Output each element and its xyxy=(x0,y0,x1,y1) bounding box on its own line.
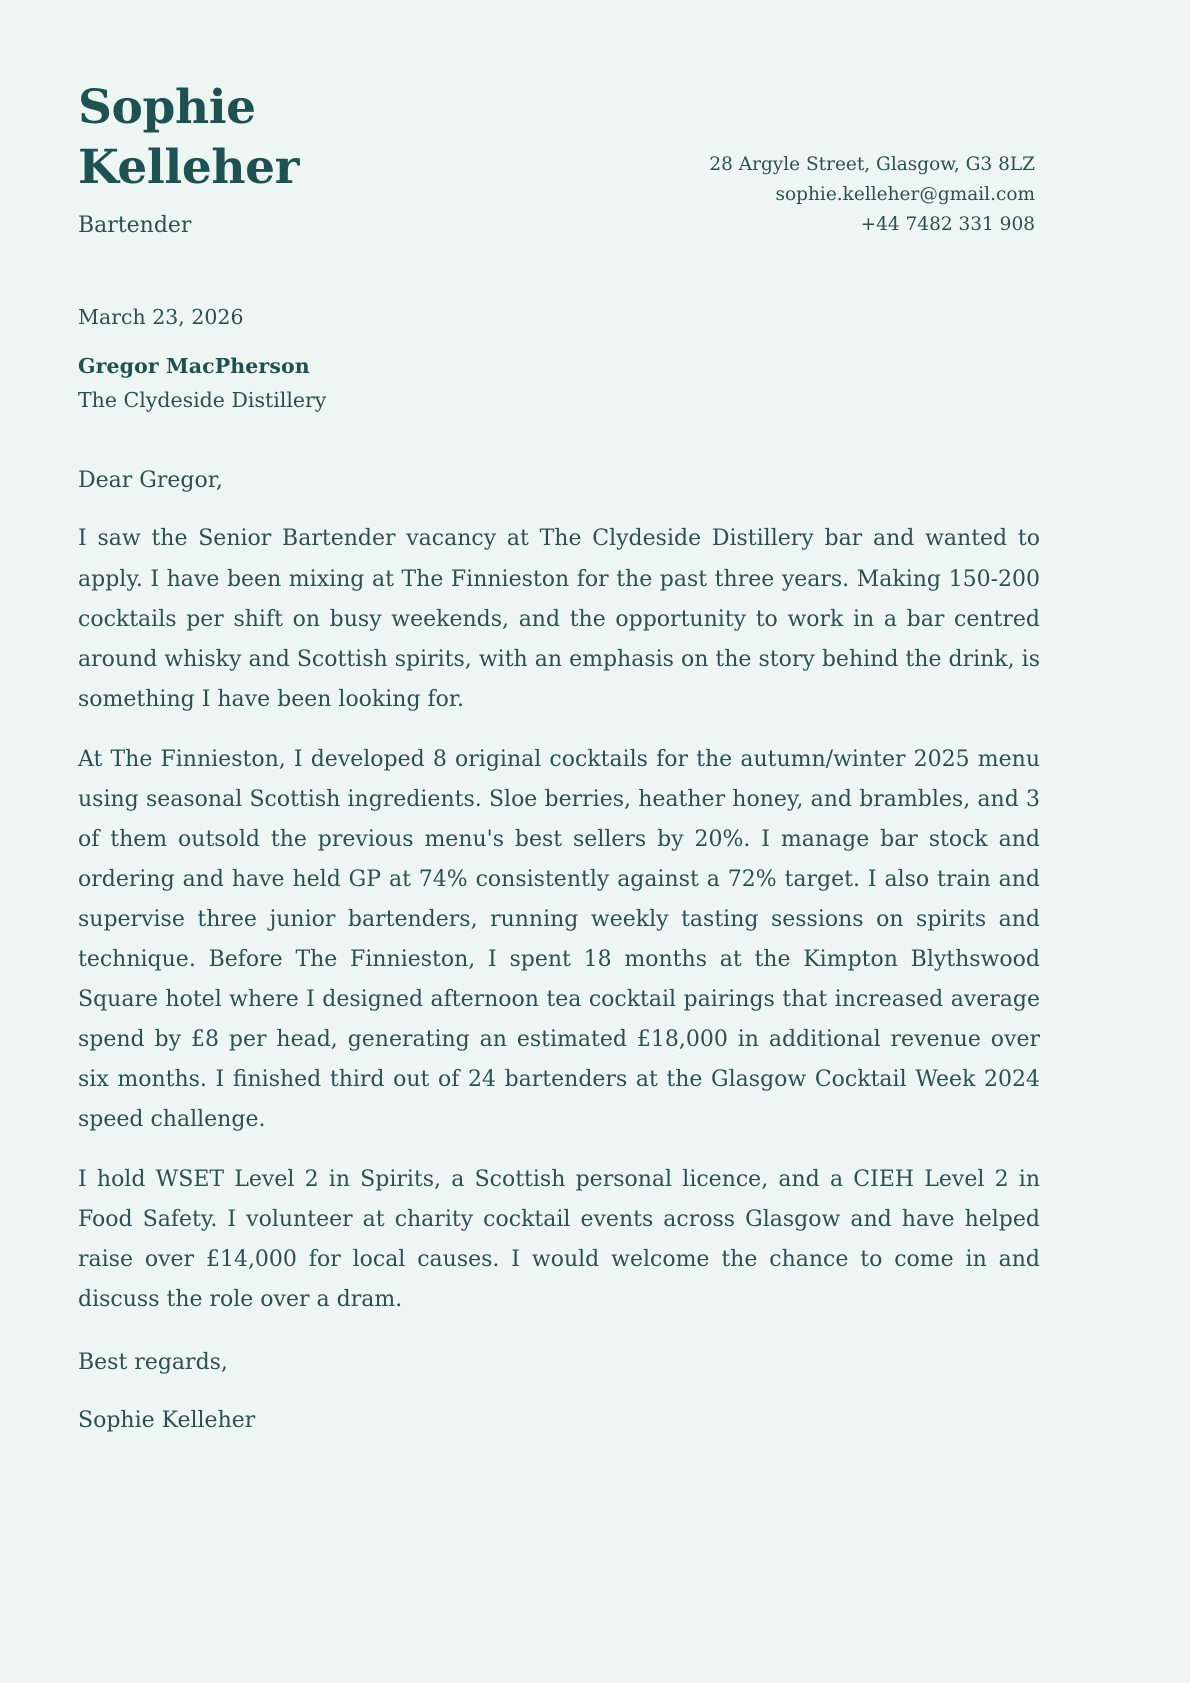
contact-block xyxy=(709,78,1035,240)
first-name: Sophie xyxy=(78,80,256,135)
body-paragraph-3: I hold WSET Level 2 in Spirits, a Scottish personal licence, and a CIEH Level 2 in Food Safety. I volunteer at charity cocktail events across Glasgow and have helped raise over £14,000 for local causes. I would welcome the chance to come in and discuss the role over a dram. xyxy=(78,1166,1040,1313)
page-title xyxy=(78,78,299,198)
letter-meta xyxy=(78,303,1035,416)
salutation: Dear Gregor, xyxy=(78,468,223,494)
job-title: Bartender xyxy=(78,213,192,239)
contact-email[interactable]: sophie.kelleher@gmail.com xyxy=(775,183,1035,205)
contact-address: 28 Argyle Street, Glasgow, G3 8LZ xyxy=(709,154,1035,175)
recipient-company: The Clydeside Distillery xyxy=(78,388,327,413)
body-paragraph-2: At The Finnieston, I developed 8 original cocktails for the autumn/winter 2025 menu using seasonal Scottish ingredients. Sloe berries, heather honey, and brambles, and 3 of them outsold the previous menu's best sellers by 20%. I manage bar stock and ordering and have held GP at 74% consistently against a 72% target. I also train and supervise three junior bartenders, running weekly tasting sessions on spirits and technique. Before The Finnieston, I spent 18 months at the Kimpton Blythswood Square hotel where I designed afternoon tea cocktail pairings that increased average spend by £8 per head, generating an estimated £18,000 in additional revenue over six months. I finished third out of 24 bartenders at the Glasgow Cocktail Week 2024 speed challenge. xyxy=(78,746,1040,1132)
letter-body xyxy=(78,464,1040,1437)
closing-line: Best regards, xyxy=(78,1350,228,1376)
identity-block xyxy=(78,78,299,241)
letter-date: March 23, 2026 xyxy=(78,304,244,329)
contact-phone[interactable]: +44 7482 331 908 xyxy=(860,213,1035,235)
recipient-name: Gregor MacPherson xyxy=(78,353,310,378)
signature-name: Sophie Kelleher xyxy=(78,1407,256,1433)
letter-header xyxy=(78,78,1035,241)
body-paragraph-1: I saw the Senior Bartender vacancy at The Clydeside Distillery bar and wanted to apply. I have been mixing at The Finnieston for the past three years. Making 150-200 cocktails per shift on busy weekends, and the opportunity to work in a bar centred around whisky and Scottish spirits, with an emphasis on the story behind the drink, is something I have been looking for. xyxy=(78,526,1040,712)
last-name: Kelleher xyxy=(78,140,299,196)
